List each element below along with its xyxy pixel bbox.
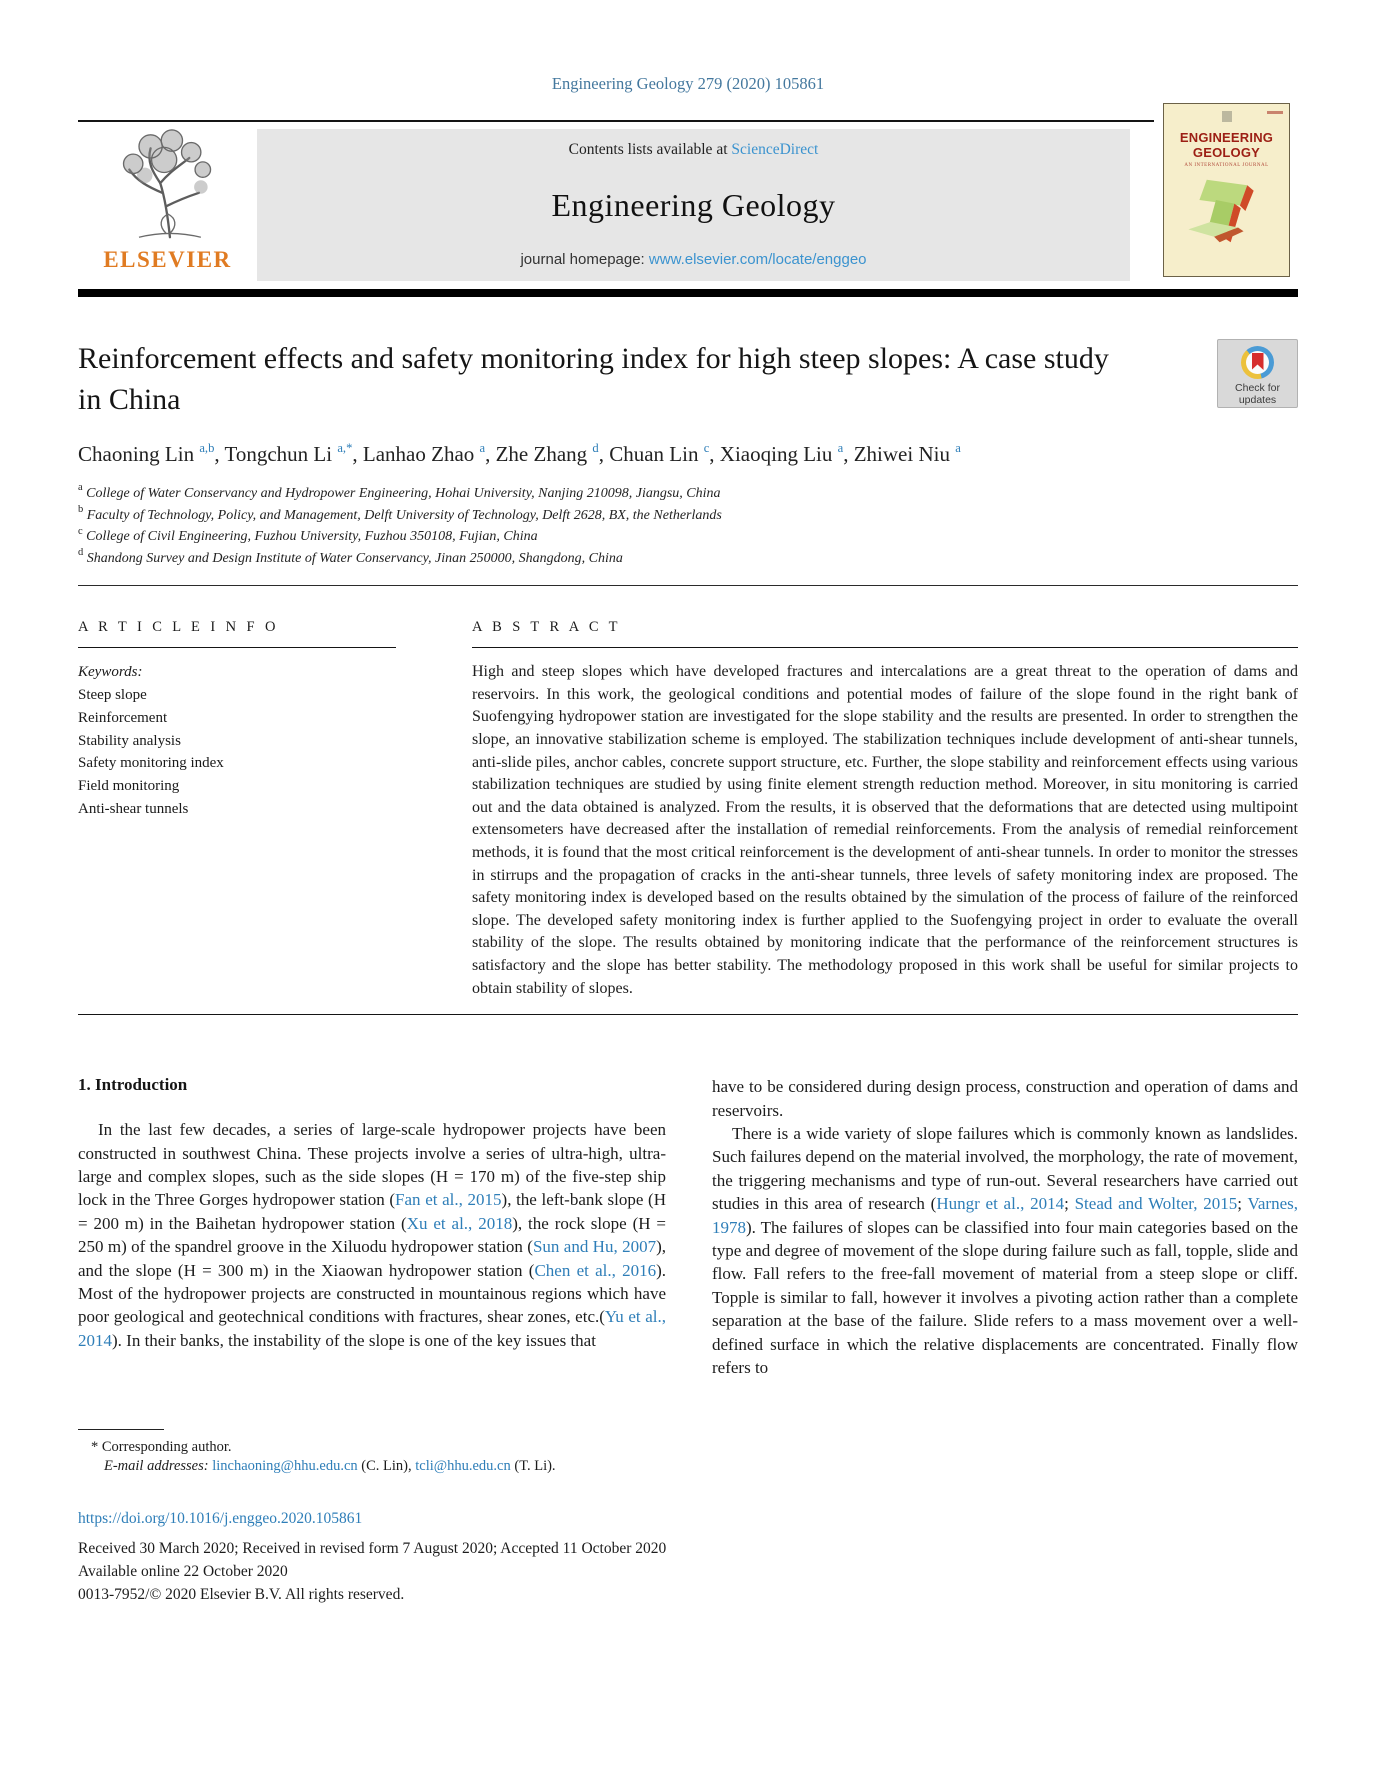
text-run: ; [1237, 1194, 1248, 1214]
author-affiliation-sup: a [837, 440, 844, 455]
check-updates-icon [1241, 346, 1274, 379]
introduction-section [78, 1075, 1298, 1379]
corresponding-author-footnote [78, 1429, 688, 1475]
journal-title: Engineering Geology [551, 186, 836, 223]
journal-homepage-link[interactable]: www.elsevier.com/locate/enggeo [648, 251, 867, 268]
masthead-bottom-bar [78, 289, 1298, 297]
text-run: In the last few decades, a series of large-scale hydropower projects have been constructed in southwest China. These projects involve a series of ultra-high, ultra-large and complex slopes, such as the side slopes (H = 170 m) of the five-step ship lock in the Three Gorges hydropower station ( [78, 1120, 666, 1210]
cover-subtitle: AN INTERNATIONAL JOURNAL [1184, 163, 1269, 169]
citation-link[interactable]: Varnes, 1978 [712, 1194, 1298, 1237]
divider [78, 585, 1298, 586]
contents-prefix: Contents lists available at [568, 141, 732, 158]
cover-title: ENGINEERING GEOLOGY [1179, 130, 1274, 160]
keyword: Field monitoring [78, 778, 180, 795]
keywords-block [78, 661, 396, 821]
text-run: Shandong Survey and Design Institute of Water Conservancy, Jinan 250000, Shangdong, China [83, 550, 623, 566]
author-affiliation-sup: a [955, 440, 961, 455]
affiliations [78, 483, 1298, 569]
keywords-label: Keywords: [78, 664, 143, 681]
email-link[interactable]: tcli@hhu.edu.cn [415, 1458, 511, 1475]
journal-cover-thumbnail[interactable] [1163, 103, 1290, 277]
text-run: ). Most of the hydropower projects are constructed in mountainous regions which have poor geological and geotechnical conditions with fractures, shear zones, etc.( [78, 1260, 667, 1327]
journal-reference: Engineering Geology 279 (2020) 105861 [551, 74, 825, 93]
received-dates: Received 30 March 2020; Received in revised form 7 August 2020; Accepted 11 October 2020 [78, 1539, 667, 1557]
cover-crest-icon [1222, 111, 1232, 122]
divider [78, 1014, 1298, 1015]
available-online: Available online 22 October 2020 [78, 1562, 288, 1580]
email-addresses-line [78, 1458, 688, 1475]
text-run: Chaoning Lin [78, 441, 200, 466]
author-affiliation-sup: d [78, 547, 84, 559]
text-run: , Lanhao Zhao [352, 441, 480, 466]
author-affiliation-sup: a [479, 440, 486, 455]
check-updates-label: Check for updates [1235, 382, 1280, 407]
bookmark-icon [1252, 353, 1264, 370]
affiliation-b [78, 505, 1298, 527]
affiliation-a [78, 483, 1298, 505]
keyword: Steep slope [78, 687, 147, 704]
affiliation-d [78, 548, 1298, 570]
intro-paragraph: have to be considered during design process, construction and operation of dams and reservoirs. [712, 1077, 1298, 1120]
journal-masthead [78, 129, 1298, 281]
contents-line [569, 141, 819, 159]
author-affiliation-sup: a [78, 482, 83, 494]
author-affiliation-sup: d [592, 440, 599, 455]
author-affiliation-sup: a,* [337, 440, 353, 455]
corresponding-author-line: * Corresponding author. [91, 1439, 232, 1456]
homepage-prefix: journal homepage: [520, 251, 649, 268]
sciencedirect-link[interactable]: ScienceDirect [731, 141, 819, 158]
masthead-box [257, 129, 1130, 281]
author-list [78, 439, 1098, 471]
author-affiliation-sup: c [78, 525, 83, 537]
homepage-line [520, 251, 866, 268]
citation-link[interactable]: Hungr et al., 2014 [936, 1194, 1065, 1214]
author-affiliation-sup: a,b [199, 440, 215, 455]
citation-link[interactable]: Yu et al., 2014 [78, 1307, 666, 1350]
citation-link[interactable]: Fan et al., 2015 [395, 1190, 502, 1210]
elsevier-tree-icon [104, 129, 232, 245]
text-run: , Zhiwei Niu [843, 441, 956, 466]
intro-paragraph [712, 1122, 1298, 1379]
text-run: , Zhe Zhang [485, 441, 593, 466]
text-run: (T. Li). [510, 1458, 556, 1475]
text-run: ), and the slope (H = 300 m) in the Xiaowan hydropower station ( [78, 1237, 666, 1280]
article-footer [78, 1507, 1298, 1606]
text-run: Faculty of Technology, Policy, and Management, Delft University of Technology, Delft 2628, BX, the Netherlands [83, 507, 722, 523]
info-abstract-section [78, 619, 1298, 1000]
text-run: , Chuan Lin [598, 441, 704, 466]
elsevier-wordmark: ELSEVIER [103, 247, 232, 272]
issn-copyright: 0013-7952/© 2020 Elsevier B.V. All rights reserved. [78, 1586, 405, 1604]
text-run: , Tongchun Li [214, 441, 338, 466]
text-run: College of Water Conservancy and Hydropower Engineering, Hohai University, Nanjing 210098, Jiangsu, China [82, 486, 721, 502]
author-affiliation-sup: c [703, 440, 710, 455]
keyword: Anti-shear tunnels [78, 801, 189, 818]
text-run: College of Civil Engineering, Fuzhou University, Fuzhou 350108, Fujian, China [82, 529, 538, 545]
keyword: Stability analysis [78, 732, 181, 749]
elsevier-logo [78, 129, 257, 273]
left-column [78, 1075, 666, 1379]
citation-link[interactable]: Chen et al., 2016 [534, 1260, 657, 1280]
citation-link[interactable]: Sun and Hu, 2007 [532, 1237, 657, 1257]
article-info-rule [78, 647, 396, 648]
title-row [78, 339, 1298, 421]
text-run: E-mail addresses: [104, 1458, 213, 1475]
footnote-rule [78, 1429, 164, 1430]
text-run: ), the rock slope (H = 250 m) of the spandrel groove in the Xiluodu hydropower station ( [78, 1213, 666, 1257]
text-run: There is a wide variety of slope failures which is commonly known as landslides. Such failures depend on the material involved, the morphology, the rate of movement, the triggering mechanisms and type of run-out. Several researchers have carried out studies in this area of research ( [712, 1124, 1298, 1214]
citation-link[interactable]: Stead and Wolter, 2015 [1074, 1194, 1238, 1214]
check-for-updates-badge[interactable] [1217, 339, 1298, 408]
article-info-column [78, 619, 396, 1000]
text-run: ), the left-bank slope (H = 200 m) in the Baihetan hydropower station ( [78, 1190, 666, 1233]
abstract-heading: A B S T R A C T [472, 619, 621, 636]
article-info-heading: A R T I C L E I N F O [78, 619, 279, 636]
affiliation-c [78, 526, 1298, 548]
citation-link[interactable]: Xu et al., 2018 [406, 1213, 513, 1233]
right-column [712, 1075, 1298, 1379]
doi-link[interactable]: https://doi.org/10.1016/j.enggeo.2020.105861 [78, 1510, 363, 1528]
article-title: Reinforcement effects and safety monitoring index for high steep slopes: A case study in China [78, 342, 1109, 416]
section-heading: 1. Introduction [78, 1075, 188, 1095]
keyword: Safety monitoring index [78, 755, 224, 772]
intro-paragraph [78, 1118, 666, 1352]
abstract-rule [472, 647, 1298, 648]
masthead-top-rule [78, 120, 1154, 122]
text-run: ; [1064, 1194, 1075, 1214]
text-run: ). The failures of slopes can be classified into four main categories based on the type and degree of movement of the slope during failure such as fall, topple, slide and flow. Fall refers to the free-fall movement of material from a steep slope or cliff. Topple is similar to fall, however it involves a pivoting action rather than a complete separation at the base of the failure. Slide refers to a mass movement over a well-defined surface in which the relative displacements are concentrated. Finally flow refers to [712, 1217, 1298, 1378]
author-affiliation-sup: b [78, 503, 84, 515]
text-run: ). In their banks, the instability of the slope is one of the key issues that [112, 1330, 596, 1350]
cover-issn-mark [1267, 111, 1283, 114]
check-updates-icon-inner [1246, 351, 1269, 374]
keyword: Reinforcement [78, 709, 168, 726]
abstract-text: High and steep slopes which have developed fractures and intercalations are a great threat to the operation of dams and reservoirs. In this work, the geological conditions and potential modes of failure of the slope found in the right bank of Suofengying hydropower station are investigated for the slope stability and the results are presented. In order to strengthen the slope, an innovative stabilization scheme is employed. The stabilization techniques include development of anti-shear tunnels, anti-slide piles, anchor cables, concrete support structure, etc. Further, the slope stability and reinforcement effects using various stabilization techniques are studied by using finite element strength reduction method. Moreover, in situ monitoring is carried out and the data obtained is analyzed. From the results, it is observed that the deformations that are detected using multipoint extensometers have decreased after the installation of remedial reinforcements. From the analysis of remedial reinforcement methods, it is found that the most critical reinforcement is the development of anti-shear tunnels. In order to monitor the stresses in stirrups and the propagation of cracks in the anti-shear tunnels, three levels of safety monitoring index are proposed. The safety monitoring index is developed based on the results obtained by the simulation of the process of failure of the reinforced slope. The developed safety monitoring index is further applied to the Suofengying project in order to evaluate the overall stability of the slope. The results obtained by monitoring indicate that the performance of the reinforcement structures is satisfactory and the slope has better stability. The methodology proposed in this work shall be useful for similar projects to obtain stability of slopes. [472, 663, 1298, 997]
abstract-column [472, 619, 1298, 1000]
cover-artwork [1181, 172, 1273, 250]
text-run: (C. Lin), [357, 1458, 416, 1475]
email-link[interactable]: linchaoning@hhu.edu.cn [212, 1458, 358, 1475]
text-run: , Xiaoqing Liu [709, 441, 838, 466]
